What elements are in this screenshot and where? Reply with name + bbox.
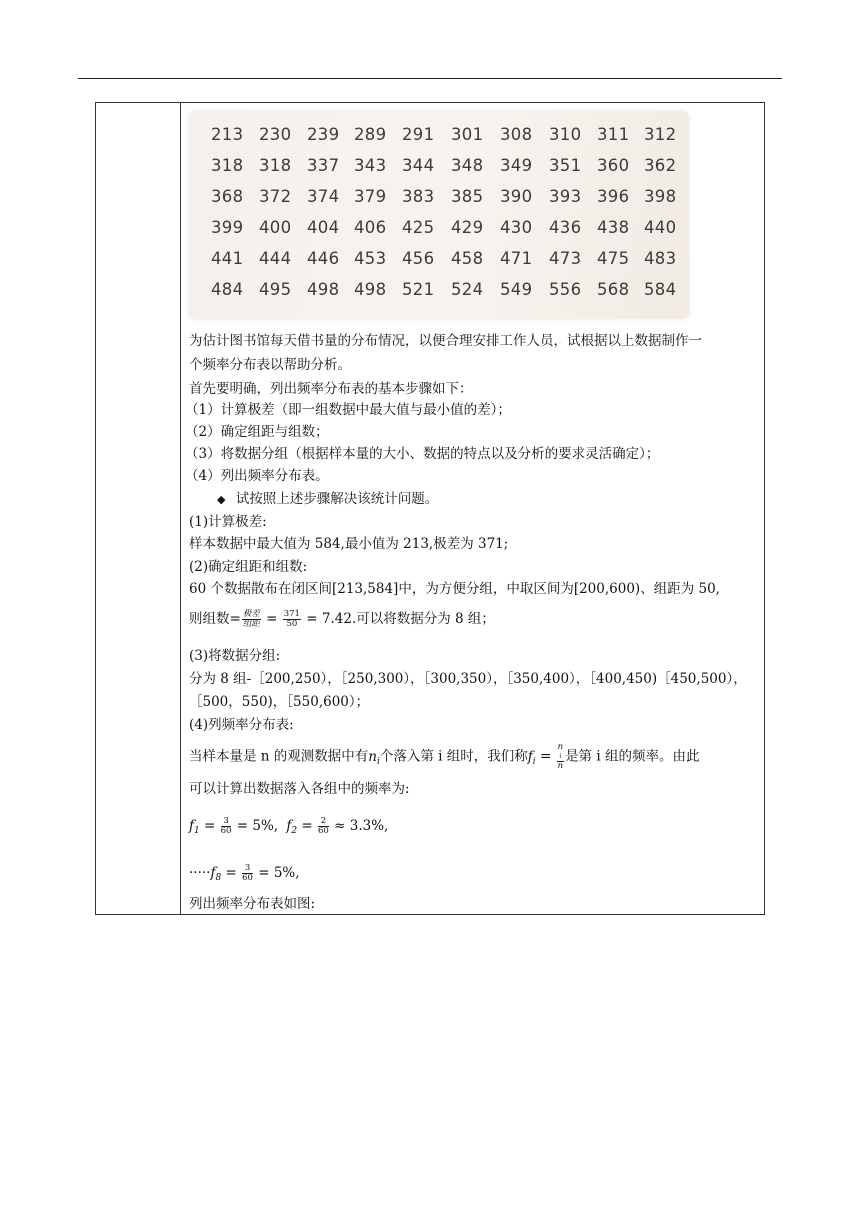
data-value: 568 xyxy=(597,280,630,299)
definition-part-a: 当样本量是 n 的观测数据中有 xyxy=(189,748,369,765)
data-value: 471 xyxy=(500,249,533,268)
column-divider xyxy=(180,103,181,914)
data-value: 291 xyxy=(402,125,435,144)
data-value: 495 xyxy=(259,280,292,299)
data-value: 446 xyxy=(307,249,340,268)
definition-part-c: 是第 i 组的频率。由此 xyxy=(565,748,700,765)
data-value: 379 xyxy=(354,187,387,206)
data-value: 399 xyxy=(211,218,244,237)
data-value: 473 xyxy=(549,249,582,268)
data-value: 441 xyxy=(211,249,244,268)
data-value: 337 xyxy=(307,156,340,175)
data-value: 374 xyxy=(307,187,340,206)
f-i-symbol: $f_i$ xyxy=(527,748,536,767)
group-count-line xyxy=(189,607,495,631)
f2-fraction: $\frac{2}{60}$ xyxy=(318,816,329,836)
data-row xyxy=(199,280,679,310)
data-value: 318 xyxy=(211,156,244,175)
data-value: 400 xyxy=(259,218,292,237)
section-2-title: (2)确定组距和组数: xyxy=(189,559,308,575)
data-value: 556 xyxy=(549,280,582,299)
section-4-title: (4)列频率分布表: xyxy=(189,717,294,733)
task-line xyxy=(217,489,438,510)
data-value: 213 xyxy=(211,125,244,144)
data-value: 390 xyxy=(500,187,533,206)
data-value: 351 xyxy=(549,156,582,175)
data-value: 438 xyxy=(597,218,630,237)
data-row xyxy=(199,249,679,279)
section-3-body-1: 分为 8 组-［200,250），［250,300），［300,350），［350,400），［400,450)［450,500）， xyxy=(189,671,747,687)
data-row xyxy=(199,125,679,155)
data-value: 524 xyxy=(451,280,484,299)
data-value: 368 xyxy=(211,187,244,206)
frequency-definition-line: 当样本量是 n 的观测数据中有$n_i$个落入第 i 组时，我们称$f_i$ = n i n 是第 i 组的频率。由此 xyxy=(189,742,700,771)
f1-fraction: $\frac{3}{60}$ xyxy=(220,816,232,836)
data-value: 453 xyxy=(354,249,387,268)
ellipsis: ····· xyxy=(189,865,211,881)
data-value: 425 xyxy=(402,218,435,237)
section-1-body: 样本数据中最大值为 584,最小值为 213,极差为 371; xyxy=(189,536,509,552)
data-value: 406 xyxy=(354,218,387,237)
f1-f2-line: $f_1$ = $\frac{3}{60}$ = 5%, $f_2$ = $\frac{2}{60}$ ≈ 3.3%, xyxy=(189,816,389,836)
fraction-numerator: 极差 xyxy=(242,609,260,619)
data-photo xyxy=(189,111,689,319)
section-3-title: (3)将数据分组: xyxy=(189,648,281,664)
data-value: 483 xyxy=(644,249,677,268)
f2-value: ≈ 3.3%, xyxy=(334,818,389,834)
steps-intro: 首先要明确，列出频率分布表的基本步骤如下： xyxy=(189,381,473,397)
data-value: 521 xyxy=(402,280,435,299)
numeric-fraction xyxy=(283,610,301,629)
data-value: 498 xyxy=(307,280,340,299)
data-value: 484 xyxy=(211,280,244,299)
f8-value: = 5%, xyxy=(258,865,300,881)
data-value: 549 xyxy=(500,280,533,299)
data-value: 393 xyxy=(549,187,582,206)
data-value: 310 xyxy=(549,125,582,144)
section-1-title: (1)计算极差: xyxy=(189,514,267,530)
diamond-bullet-icon: ◆ xyxy=(217,493,226,506)
header-rule xyxy=(78,78,782,79)
data-value: 440 xyxy=(644,218,677,237)
data-row xyxy=(199,156,679,186)
group-count-tail: 可以将数据分为 8 组； xyxy=(356,611,495,627)
group-count-result: = 7.42. xyxy=(306,611,357,627)
step-4: （4）列出频率分布表。 xyxy=(185,468,329,484)
data-value: 348 xyxy=(451,156,484,175)
data-value: 360 xyxy=(597,156,630,175)
f2-symbol: $f_2$ xyxy=(286,818,298,836)
data-value: 430 xyxy=(500,218,533,237)
f1-symbol: $f_1$ xyxy=(189,818,200,836)
content-table xyxy=(95,102,765,915)
data-value: 289 xyxy=(354,125,387,144)
step-3: （3）将数据分组（根据样本量的大小、数据的特点以及分析的要求灵活确定）； xyxy=(185,446,660,462)
data-value: 456 xyxy=(402,249,435,268)
f8-fraction: $\frac{3}{60}$ xyxy=(242,863,253,883)
group-count-prefix: 则组数= xyxy=(189,611,241,627)
n-i-symbol: $n_i$ xyxy=(368,748,380,767)
data-value: 372 xyxy=(259,187,292,206)
intro-line-1: 为估计图书馆每天借书量的分布情况，以便合理安排工作人员，试根据以上数据制作一 xyxy=(189,333,702,349)
data-value: 444 xyxy=(259,249,292,268)
data-value: 230 xyxy=(259,125,292,144)
data-value: 458 xyxy=(451,249,484,268)
data-value: 436 xyxy=(549,218,582,237)
data-value: 312 xyxy=(644,125,677,144)
f8-symbol: $f_8$ xyxy=(210,865,222,883)
data-value: 383 xyxy=(402,187,435,206)
section-2-body: 60 个数据散布在闭区间[213,584]中，为方便分组，中取区间为[200,600)、组距为 50, xyxy=(189,581,720,597)
data-value: 308 xyxy=(500,125,533,144)
data-value: 396 xyxy=(597,187,630,206)
data-value: 344 xyxy=(402,156,435,175)
fraction-denominator-num: 50 xyxy=(286,619,298,629)
data-value: 404 xyxy=(307,218,340,237)
equals-sign: = xyxy=(266,611,278,627)
range-over-width-fraction xyxy=(242,610,261,629)
task-text: 试按照上述步骤解决该统计问题。 xyxy=(235,491,439,507)
data-value: 349 xyxy=(500,156,533,175)
data-value: 311 xyxy=(597,125,630,144)
data-value: 239 xyxy=(307,125,340,144)
data-value: 398 xyxy=(644,187,677,206)
fraction-denominator: 组距 xyxy=(242,619,260,629)
frequency-intro: 可以计算出数据落入各组中的频率为: xyxy=(189,781,410,797)
data-value: 584 xyxy=(644,280,677,299)
data-row xyxy=(199,187,679,217)
ni-over-n-fraction: n i n xyxy=(557,742,564,771)
definition-part-b: 个落入第 i 组时，我们称 xyxy=(379,748,528,765)
data-value: 475 xyxy=(597,249,630,268)
data-value: 498 xyxy=(354,280,387,299)
step-2: （2）确定组距与组数； xyxy=(185,424,329,440)
closing-line: 列出频率分布表如图: xyxy=(189,896,316,912)
data-value: 343 xyxy=(354,156,387,175)
data-value: 429 xyxy=(451,218,484,237)
fraction-numerator-num: 371 xyxy=(283,609,300,619)
step-1: （1）计算极差（即一组数据中最大值与最小值的差）； xyxy=(185,402,511,418)
intro-line-2: 个频率分布表以帮助分析。 xyxy=(189,357,351,373)
data-row xyxy=(199,218,679,248)
data-value: 385 xyxy=(451,187,484,206)
f8-line: $\cdot\cdot\cdot\cdot\cdot f_8$ = $\frac{3}{60}$ = 5%, xyxy=(189,863,300,883)
data-value: 318 xyxy=(259,156,292,175)
f1-value: = 5%, xyxy=(236,818,279,834)
data-value: 362 xyxy=(644,156,677,175)
data-value: 301 xyxy=(451,125,484,144)
section-3-body-2: ［500，550)，［550,600）； xyxy=(189,694,370,710)
